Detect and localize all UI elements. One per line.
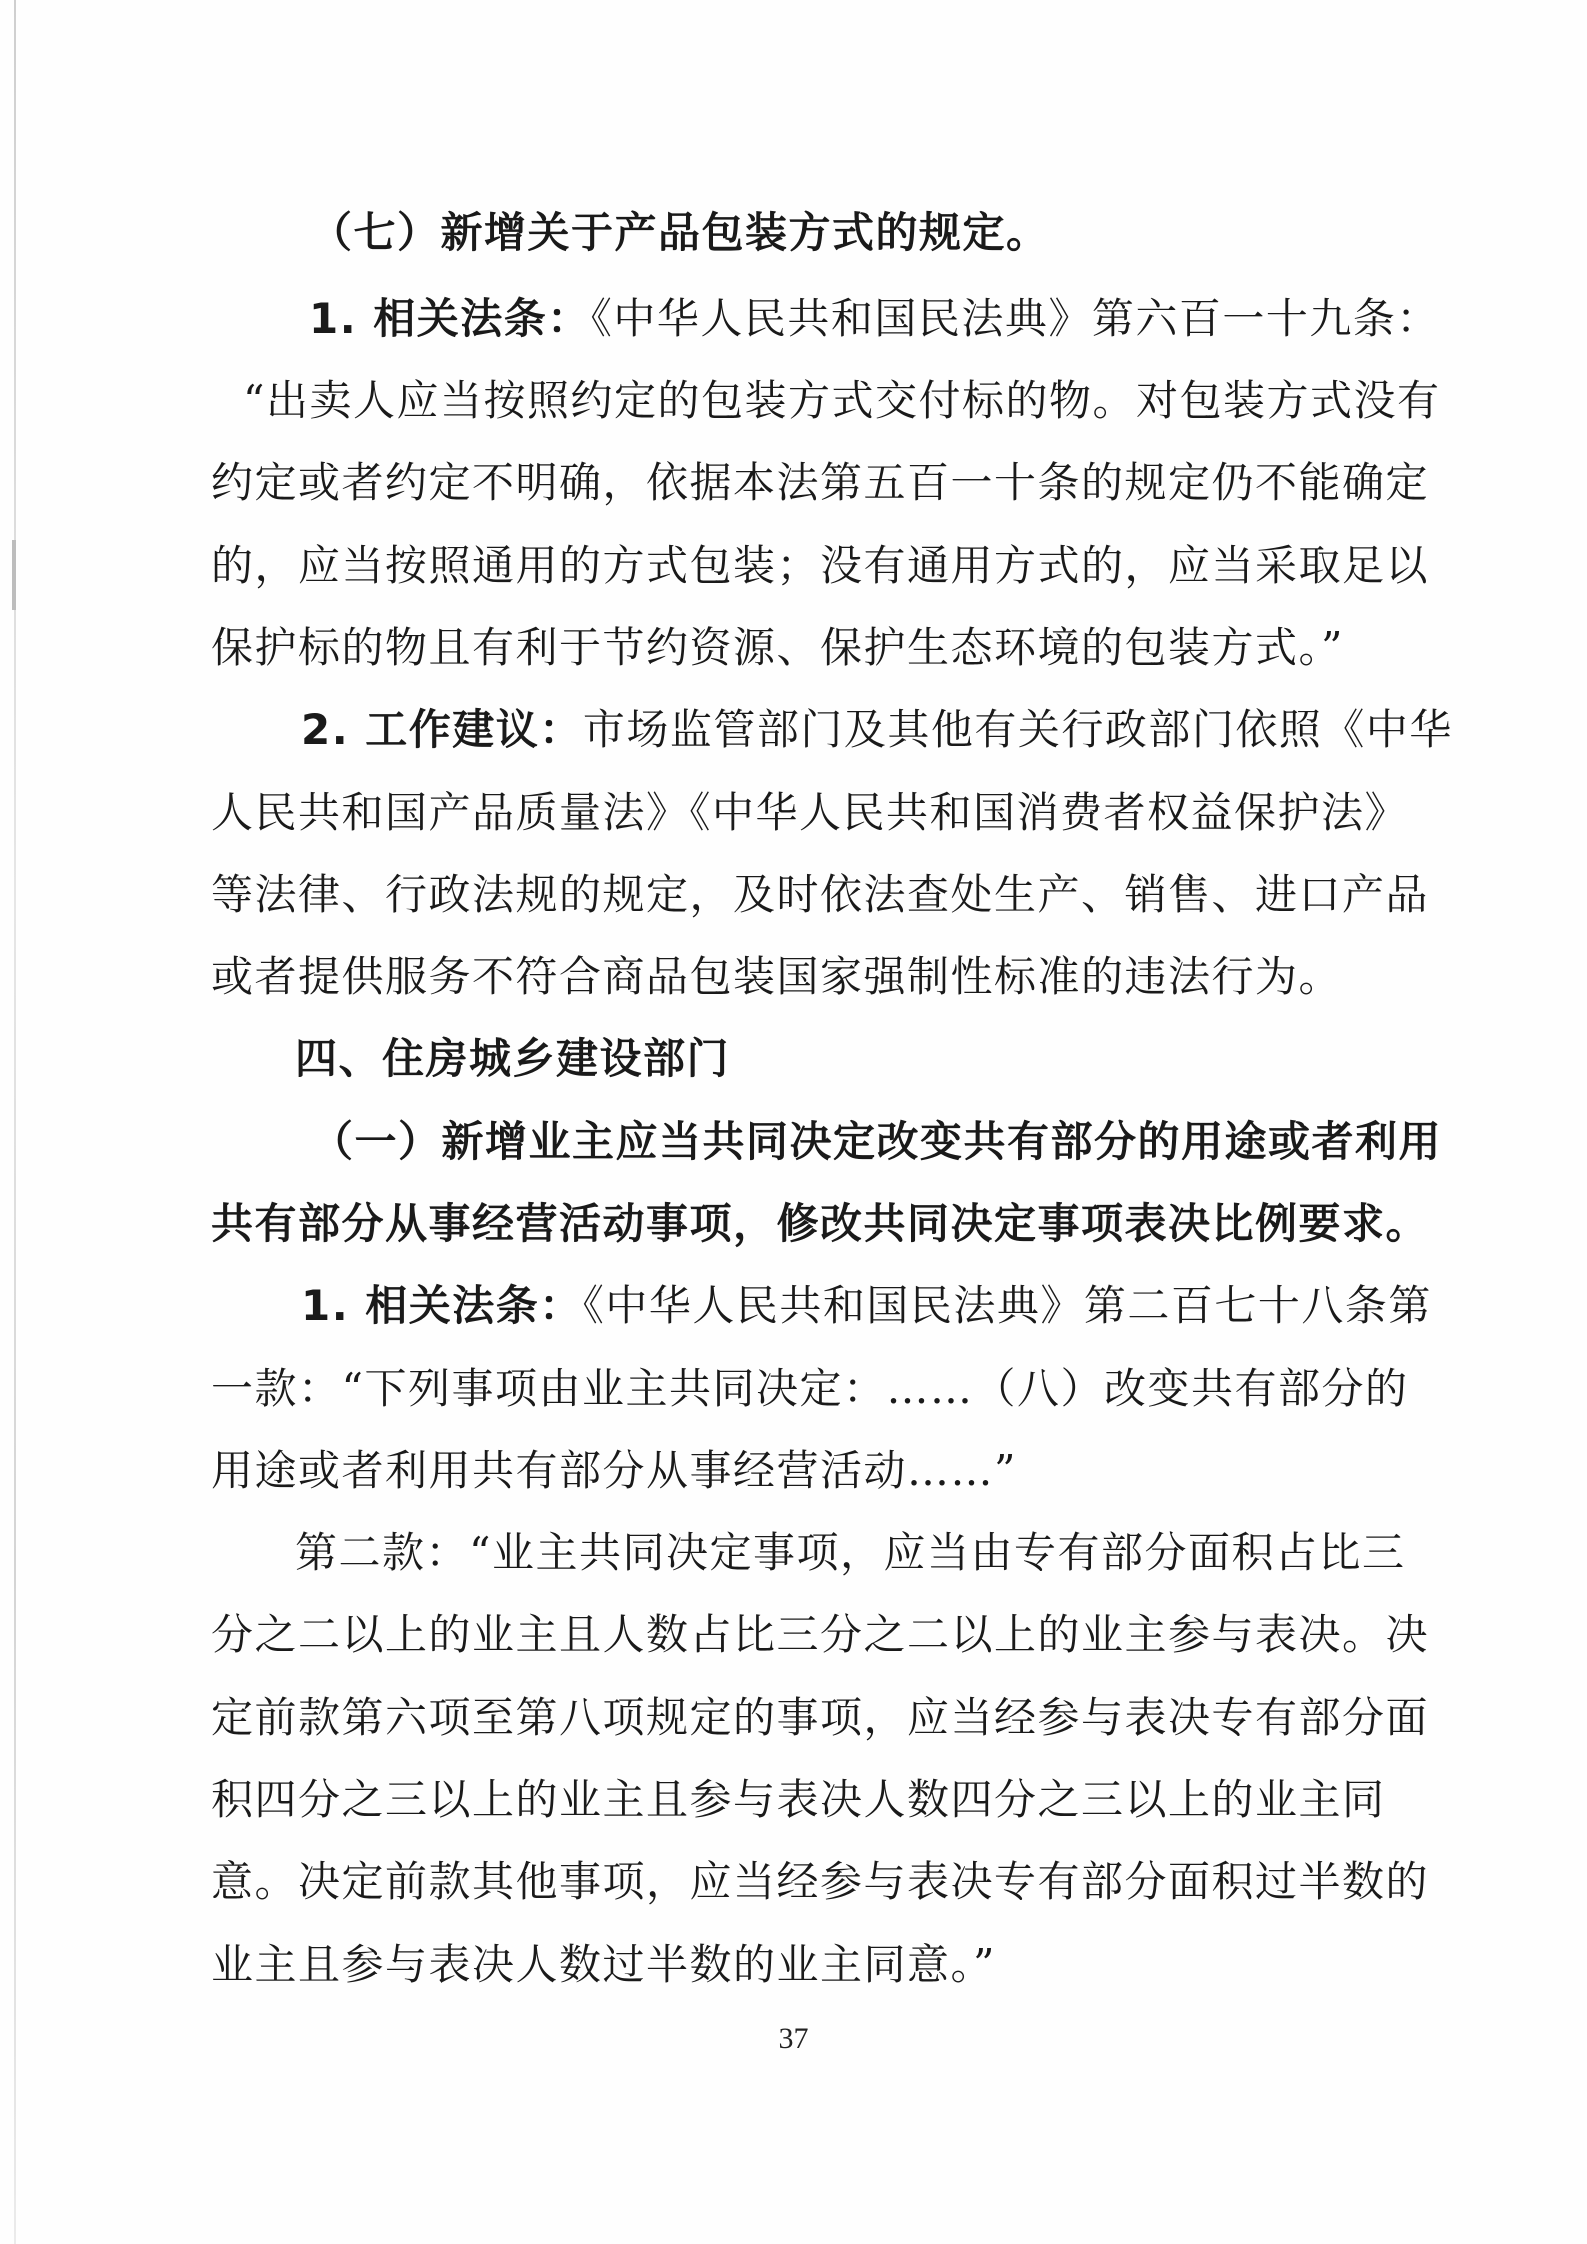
paragraph-line [301,702,1453,758]
scan-edge-line [14,0,16,2244]
paragraph-line: 一款：“下列事项由业主共同决定：……（八）改变共有部分的 [211,1364,1409,1413]
paragraph-line: 约定或者约定不明确，依据本法第五百一十条的规定仍不能确定 [211,458,1430,507]
paragraph-line [301,1278,1432,1334]
paragraph-line [309,291,1440,347]
paragraph-line: 人民共和国产品质量法》《中华人民共和国消费者权益保护法》 [211,788,1409,837]
paragraph-line: 积四分之三以上的业主且参与表决人数四分之三以上的业主同 [211,1775,1386,1824]
paragraph-line: 意。决定前款其他事项，应当经参与表决专有部分面积过半数的 [211,1857,1430,1906]
paragraph-line: 等法律、行政法规的规定，及时依法查处生产、销售、进口产品 [211,870,1430,919]
subsection-heading: 共有部分从事经营活动事项，修改共同决定事项表决比例要求。 [211,1199,1430,1248]
paragraph-line: 保护标的物且有利于节约资源、保护生态环境的包装方式。” [211,623,1344,672]
paragraph-line: 分之二以上的业主且人数占比三分之二以上的业主参与表决。决 [211,1610,1430,1659]
subsection-heading: （一）新增业主应当共同决定改变共有部分的用途或者利用 [311,1117,1443,1166]
paragraph-line: 第二款：“业主共同决定事项，应当由专有部分面积占比三 [295,1528,1406,1577]
paragraph-line: “出卖人应当按照约定的包装方式交付标的物。对包装方式没有 [243,376,1441,425]
paragraph-line: 或者提供服务不符合商品包装国家强制性标准的违法行为。 [211,952,1343,1001]
paragraph-lead: 2. 工作建议： [301,705,583,754]
section-heading-packaging: （七）新增关于产品包装方式的规定。 [310,208,1050,257]
paragraph-line: 用途或者利用共有部分从事经营活动……” [211,1446,1017,1495]
paragraph-line: 的，应当按照通用的方式包装；没有通用方式的，应当采取足以 [211,541,1430,590]
section-heading-housing: 四、住房城乡建设部门 [295,1034,731,1083]
paragraph-line: 业主且参与表决人数过半数的业主同意。” [211,1940,996,1989]
scan-edge-mark [12,540,16,610]
paragraph-text: 市场监管部门及其他有关行政部门依照《中华 [582,705,1453,754]
paragraph-lead: 1. 相关法条： [301,1281,583,1330]
page-number: 37 [778,2022,809,2055]
paragraph-line: 定前款第六项至第八项规定的事项，应当经参与表决专有部分面 [211,1693,1430,1742]
paragraph-lead: 1. 相关法条： [309,294,591,343]
paragraph-text: 《中华人民共和国民法典》第六百一十九条： [590,294,1440,343]
paragraph-text: 《中华人民共和国民法典》第二百七十八条第 [582,1281,1432,1330]
